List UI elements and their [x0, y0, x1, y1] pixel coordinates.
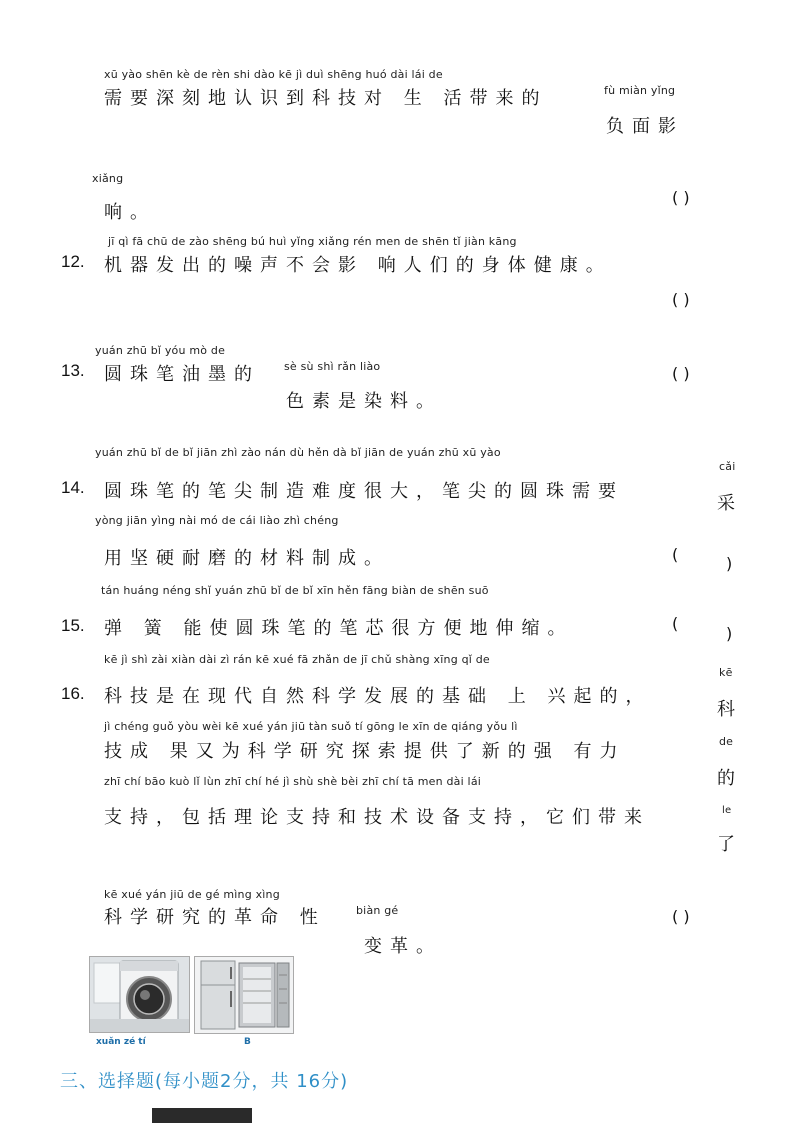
pinyin-line: jì chéng guǒ yòu wèi kē xué yán jiū tàn suǒ tí gōng le xīn de qiáng yǒu lì [104, 720, 518, 733]
question-number: 13. [61, 361, 85, 380]
question-text: 机器发出的噪声不会影 响人们的身体健康。 [104, 255, 612, 276]
question-text: 科 [717, 699, 743, 720]
image-caption: B [244, 1037, 251, 1047]
pinyin-line: kē xué yán jiū de gé mìng xìng [104, 888, 280, 901]
answer-parentheses-open[interactable]: ( [672, 545, 679, 564]
pinyin-line: jī qì fā chū de zào shēng bú huì yǐng xiǎng rén men de shēn tǐ jiàn kāng [108, 235, 517, 248]
question-number: 16. [61, 684, 85, 703]
refrigerator-icon [195, 957, 293, 1033]
question-number: 14. [61, 478, 85, 497]
question-text: 圆珠笔的笔尖制造难度很大，笔尖的圆珠需要 [104, 481, 624, 502]
washing-machine-image [89, 956, 190, 1033]
pinyin-line: yuán zhū bǐ de bǐ jiān zhì zào nán dù hěn dà bǐ jiān de yuán zhū xū yào [95, 446, 501, 459]
question-text: 的 [717, 768, 743, 789]
pinyin-line: sè sù shì rǎn liào [284, 360, 381, 373]
washing-machine-icon [90, 957, 189, 1032]
question-number: 15. [61, 616, 85, 635]
pinyin-line: yòng jiān yìng nài mó de cái liào zhì chéng [95, 514, 339, 527]
question-text: 响。 [104, 202, 156, 223]
pinyin-line: biàn gé [356, 904, 399, 917]
pinyin-line: tán huáng néng shǐ yuán zhū bǐ de bǐ xīn hěn fāng biàn de shēn suō [101, 584, 489, 597]
pinyin-line: yuán zhū bǐ yóu mò de [95, 344, 226, 357]
question-text: 采 [717, 493, 743, 514]
partial-image [152, 1108, 252, 1123]
question-text: 支持，包括理论支持和技术设备支持，它们带来 [104, 807, 650, 828]
answer-parentheses-open[interactable]: ( [672, 614, 679, 633]
question-text: 弹 簧 能使圆珠笔的笔芯很方便地伸缩。 [104, 618, 574, 639]
question-text: 色素是染料。 [286, 391, 442, 412]
section-title: 三、选择题(每小题2分，共 16分) [60, 1071, 349, 1092]
question-text: 技成 果又为科学研究探索提供了新的强 有力 [104, 741, 626, 762]
question-text: 负面影 [606, 116, 684, 137]
pinyin-line: zhī chí bāo kuò lǐ lùn zhī chí hé jì shù shè bèi zhī chí tā men dài lái [104, 775, 482, 788]
question-text: 需要深刻地认识到科技对 生 活带来的 [104, 88, 548, 109]
answer-parentheses-close[interactable]: ) [726, 554, 733, 573]
question-text: 了 [717, 834, 743, 855]
pinyin-line: kē jì shì zài xiàn dài zì rán kē xué fā zhǎn de jī chǔ shàng xīng qǐ de [104, 653, 490, 666]
answer-parentheses[interactable]: ( ) [672, 290, 690, 309]
question-text: 科学研究的革命 性 [104, 907, 326, 928]
pinyin-line: le [722, 805, 732, 816]
answer-parentheses[interactable]: ( ) [672, 907, 690, 926]
refrigerator-image [194, 956, 294, 1034]
pinyin-line: de [719, 735, 734, 748]
question-text: 圆珠笔油墨的 [104, 364, 260, 385]
answer-parentheses[interactable]: ( ) [672, 364, 690, 383]
question-text: 用坚硬耐磨的材料制成。 [104, 548, 390, 569]
image-caption: xuǎn zé tí [96, 1037, 146, 1047]
question-text: 变革。 [364, 936, 442, 957]
pinyin-line: xiǎng [92, 172, 124, 185]
pinyin-line: fù miàn yǐng [604, 84, 676, 97]
question-text: 科技是在现代自然科学发展的基础 上 兴起的， [104, 686, 652, 707]
answer-parentheses-close[interactable]: ) [726, 624, 733, 643]
pinyin-line: cǎi [719, 460, 736, 473]
pinyin-line: kē [719, 666, 733, 679]
question-number: 12. [61, 252, 85, 271]
pinyin-line: xū yào shēn kè de rèn shi dào kē jì duì shēng huó dài lái de [104, 68, 443, 81]
answer-parentheses[interactable]: ( ) [672, 188, 690, 207]
